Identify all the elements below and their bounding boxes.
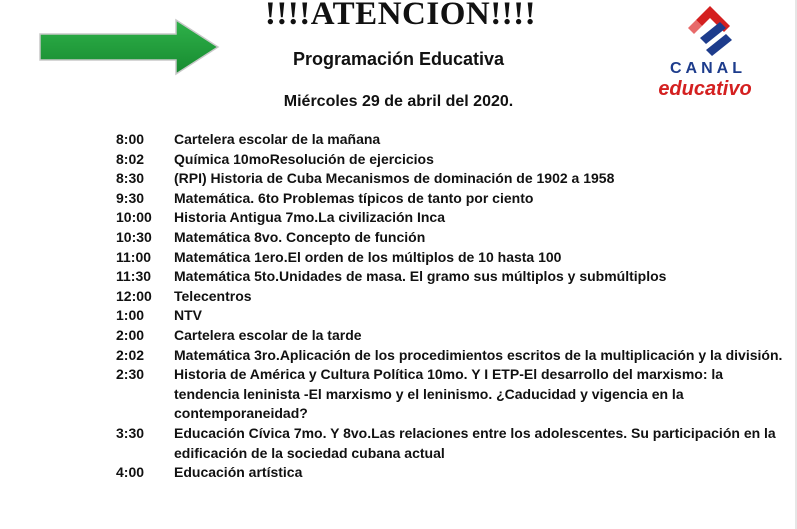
schedule-row xyxy=(116,130,786,150)
schedule-program: Educación artística xyxy=(174,464,303,481)
schedule-row xyxy=(116,228,786,248)
schedule-time: 4:00 xyxy=(116,464,145,481)
schedule-time: 11:30 xyxy=(116,268,152,285)
schedule-program: Matemática 8vo. Concepto de función xyxy=(174,228,426,245)
schedule-time: 2:30 xyxy=(116,366,145,383)
schedule-time: 2:00 xyxy=(116,326,145,343)
logo-text-educativo: educativo xyxy=(658,78,752,100)
schedule-program: Historia Antigua 7mo.La civilización Inca xyxy=(174,209,445,226)
schedule-row xyxy=(116,463,786,483)
schedule-time: 3:30 xyxy=(116,424,145,441)
schedule-program: Química 10moResolución de ejercicios xyxy=(174,150,434,167)
schedule-time: 8:02 xyxy=(116,150,145,167)
logo-text-canal: CANAL xyxy=(670,60,746,77)
schedule-program: Matemática. 6to Problemas típicos de tanto por ciento xyxy=(174,189,534,206)
schedule-time: 11:00 xyxy=(116,248,152,265)
schedule-row xyxy=(116,287,786,307)
schedule-row xyxy=(116,346,786,366)
schedule-row xyxy=(116,169,786,189)
schedule-program: Matemática 3ro.Aplicación de los procedimientos escritos de la multiplicación y la división. xyxy=(174,346,783,363)
schedule-row xyxy=(116,189,786,209)
date-line: Miércoles 29 de abril del 2020. xyxy=(283,93,514,110)
schedule-program: Cartelera escolar de la mañana xyxy=(174,131,381,147)
schedule-time: 10:00 xyxy=(116,209,152,226)
schedule-time: 8:00 xyxy=(116,131,145,147)
schedule-program: Cartelera escolar de la tarde xyxy=(174,326,362,343)
schedule-program: Telecentros xyxy=(174,287,252,304)
schedule-program: NTV xyxy=(174,307,202,324)
schedule-time: 2:02 xyxy=(116,346,145,363)
schedule-program: Matemática 1ero.El orden de los múltiplos de 10 hasta 100 xyxy=(174,248,562,265)
schedule-row xyxy=(116,267,786,287)
schedule-row xyxy=(116,208,786,228)
schedule-time: 12:00 xyxy=(116,287,152,304)
schedule-time: 8:30 xyxy=(116,170,145,187)
schedule-program: Historia de América y Cultura Política 10mo. Y I ETP-El desarrollo del marxismo: la tendencia leninista -El marxismo y el leninismo. ¿Caducidad y vigencia en la contemporaneidad? xyxy=(174,366,724,422)
schedule-program: (RPI) Historia de Cuba Mecanismos de dominación de 1902 a 1958 xyxy=(174,170,615,187)
schedule-time: 1:00 xyxy=(116,307,145,324)
schedule-row xyxy=(116,365,786,424)
schedule-time: 10:30 xyxy=(116,228,152,245)
schedule-row xyxy=(116,424,786,463)
canal-educativo-logo xyxy=(658,2,768,102)
logo-mark-icon xyxy=(680,2,740,62)
schedule-list xyxy=(116,130,786,483)
schedule-row xyxy=(116,306,786,326)
schedule-program: Matemática 5to.Unidades de masa. El gramo sus múltiplos y submúltiplos xyxy=(174,268,667,285)
schedule-time: 9:30 xyxy=(116,189,145,206)
schedule-row xyxy=(116,326,786,346)
subtitle: Programación Educativa xyxy=(292,49,505,69)
schedule-row xyxy=(116,150,786,170)
schedule-program: Educación Cívica 7mo. Y 8vo.Las relaciones entre los adolescentes. Su participación en la edificación de la sociedad cubana actual xyxy=(174,424,776,461)
headline: !!!!ATENCION!!!! xyxy=(264,0,537,32)
schedule-row xyxy=(116,248,786,268)
